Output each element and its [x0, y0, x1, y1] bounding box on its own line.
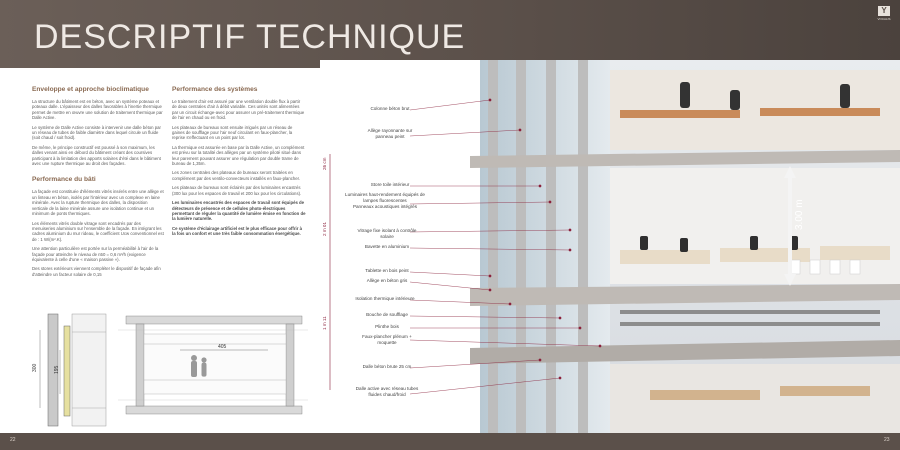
paragraph: Une attention particulière est portée sur la perméabilité à l'air de la façade pour atteindre le niveau de n50 = 0,6 m³/h (exigence équivalente à celle d'une « maison passive »). — [32, 246, 159, 262]
callout-vitrage: Vitrage fixe isolant à contrôle solaire — [357, 228, 417, 239]
paragraph: De même, le principe constructif est poussé à son maximum, les dalles venant ainsi en débord du bâtiment créant des coursives participant à la limitation des apports solaires d'été dans le bâtiment avec une rupture thermique au droit des façades. — [32, 144, 161, 167]
callout-store: Store toile intérieur — [370, 182, 410, 187]
callout-bouche: Bouche de soufflage — [366, 312, 408, 317]
logo-subtitle: VOCALIS — [877, 17, 891, 21]
facade-section-drawing — [118, 310, 308, 428]
paragraph: Les zones centrales des plateaux de bureaux seront traitées en complément par des ventilo-convecteurs installés en faux-plancher. — [172, 170, 301, 181]
left-text-column — [32, 84, 164, 281]
callout-dalle-beton: Dalle béton brute 25 cm — [362, 364, 412, 369]
section-heading-systemes: Performance des systèmes — [172, 86, 258, 93]
callout-faux-plancher: Faux-plancher plénum + moquette — [362, 334, 412, 345]
paragraph: La structure du bâtiment est en béton, avec un système poteaux et poteaux dalle. L'épaisseur des dalles favorables à l'inertie thermique permet de mettre en œuvre une solution de traitement thermique par Dalle Active. — [32, 99, 163, 121]
callout-bavette: Bavette en aluminium — [364, 244, 410, 249]
paragraph: La façade est constituée d'éléments vitrés insérés entre une allège et un linteau en béton, isolés par l'intérieur avec un complexe en laine minérale. Avec la rupture thermique des dalles, la disposition verticale de la laine minérale assure une isolation continue et un minimum de ponts thermiques. — [32, 189, 164, 217]
page-title: DESCRIPTIF TECHNIQUE — [34, 18, 466, 56]
right-text-column — [172, 84, 306, 241]
callout-panneaux: Panneaux acoustiques intégrés — [352, 204, 418, 209]
header-band — [0, 0, 900, 68]
callout-tablette: Tablette en bois peint — [365, 268, 409, 273]
callout-colonne: Colonne béton brut — [370, 106, 410, 111]
callout-luminaires: Luminaires haut-rendement équipés de lampes fluorescentes — [345, 192, 425, 203]
brand-logo — [876, 6, 892, 24]
ceiling-height-label: 3.00 m — [794, 199, 805, 230]
callout-allege-rayonnante: Allège rayonnante sur panneau peint — [367, 128, 413, 139]
callout-allege-beton: Allège en béton gris — [366, 278, 408, 283]
dim-2m01: 2 m 01 — [322, 221, 327, 236]
paragraph: Les plateaux de bureaux sont éclairés par des luminaires encastrés (300 lux pour les espaces de travail et 200 lux pour les circulations). — [172, 185, 302, 196]
paragraph: Les éléments vitrés double vitrage sont encadrés par des menuiseries aluminium sur l'ensemble de la façade. En intégrant les cadres aluminium du mur rideau, le coefficient Ucw conventionnel est de : 1 W/(m².K). — [32, 220, 164, 242]
bold-paragraph: Ce système d'éclairage artificiel est le plus efficace pour offrir à la fois un confort et une très faible consommation énergétique. — [172, 225, 302, 237]
callout-dalle-active: Dalle active avec réseau tubes fluides chaud/froid — [355, 386, 419, 397]
dim-1m11: 1 m 11 — [322, 316, 327, 330]
facade-elevation-drawing — [30, 310, 112, 428]
page-number-left: 22 — [10, 437, 16, 443]
footer-band — [0, 433, 900, 450]
paragraph: La thermique est assurée en base par la Dalle Active, un complément est prévu sur la totalité des allèges par un système piloté situé dans leur parement pouvant assurer une régulation par double trame de bureau de 1,35m. — [172, 144, 305, 167]
callout-isolation: Isolation thermique intérieure — [355, 296, 415, 301]
section-heading-enveloppe: Enveloppe et approche bioclimatique — [32, 86, 149, 93]
dim-26cm: 26 cm — [322, 157, 327, 170]
elevation-dim-300: 300 — [32, 363, 38, 372]
elevation-dim-195: 195 — [54, 365, 60, 374]
paragraph: Le système de Dalle Active consiste à intervenir une dalle béton par un réseau de tubes de faible diamètre dans lequel circule un fluide (soit chaud / soit froid). — [32, 124, 161, 141]
paragraph: Les plateaux de bureaux sont ensuite irrigués par un réseau de gaines de soufflage pour l'air neuf circulant en faux-plancher, la reprise s'effectuant en un point par lot. — [172, 124, 293, 141]
callout-plinthe: Plinthe bois — [375, 324, 399, 329]
paragraph: Le traitement d'air est assuré par une ventilation double flux à partir de deux centrales d'air à débit variable. Ces unités sont alimentées par un circuit échange-avec pour assurer un pré-traitement thermique de l'air en chaud ou en froid. — [172, 99, 305, 121]
logo-mark: Y — [878, 6, 890, 16]
paragraph: Des stores extérieurs viennent compléter le dispositif de façade afin d'atteindre un facteur solaire de 0,15 — [32, 266, 161, 277]
page-number-right: 23 — [884, 437, 890, 443]
bold-paragraph: Les luminaires encastrés des espaces de travail sont équipés de détecteurs de présence et de cellules photo-électriques permettant de réguler la quantité de lumière émise en fonction de la lumière naturelle. — [172, 200, 306, 222]
plan-dim-405: 405 — [218, 344, 227, 350]
section-heading-performance-bati: Performance du bâti — [32, 176, 96, 184]
